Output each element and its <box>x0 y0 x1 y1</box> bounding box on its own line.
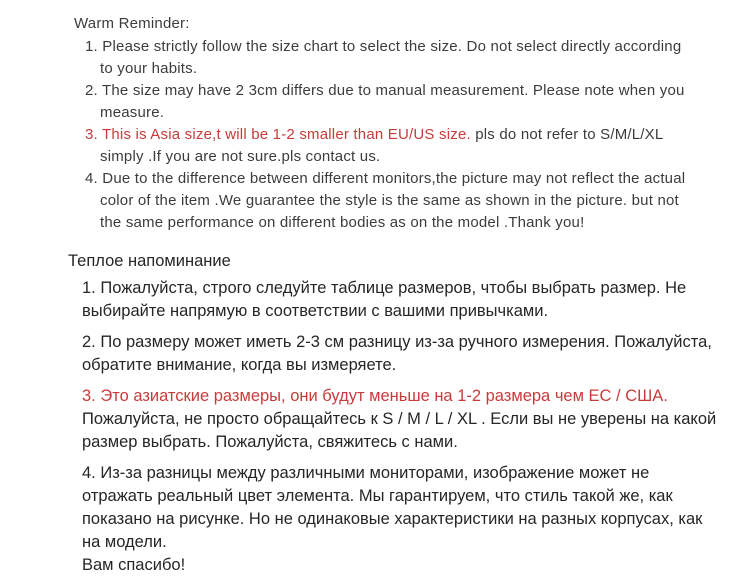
english-heading: Warm Reminder: <box>74 15 190 32</box>
item-text-highlight: 3. Это азиатские размеры, они будут меньше на 1-2 размера чем ЕС / США. <box>82 387 668 405</box>
russian-item-1 <box>68 277 722 323</box>
item-text: Please strictly follow the size chart to select the size. Do not select directly according to your habits. <box>100 38 682 77</box>
item-text: 2. По размеру может иметь 2-3 см разницу из-за ручного измерения. Пожалуйста, обратите внимание, когда вы измеряете. <box>82 333 712 374</box>
item-text: 1. Пожалуйста, строго следуйте таблице размеров, чтобы выбрать размер. Не выбирайте напрямую в соответствии с вашими привычками. <box>82 279 687 320</box>
english-item-2 <box>74 80 692 124</box>
item-text: The size may have 2 3cm differs due to manual measurement. Please note when you measure. <box>100 82 685 121</box>
item-text: Пожалуйста, не просто обращайтесь к S / M / L / XL . Если вы не уверены на какой размер выбрать. Пожалуйста, свяжитесь с нами. <box>82 410 717 451</box>
item-text: Due to the difference between different monitors,the picture may not reflect the actual color of the item .We guarantee the style is the same as shown in the picture. but not the same performance on different bodies as on the model .Thank you! <box>100 170 686 231</box>
english-item-3 <box>74 124 692 168</box>
russian-heading: Теплое напоминание <box>68 252 231 270</box>
russian-reminder-section <box>0 234 750 577</box>
item-text: 4. Из-за разницы между различными мониторами, изображение может не отражать реальный цвет элемента. Мы гарантируем, что стиль такой же, как показано на рисунке. Но не одинаковые характеристики на разных корпусах, как на модели. <box>82 464 703 551</box>
item-number: 1. <box>85 38 98 55</box>
english-item-1 <box>74 36 692 80</box>
item-number: 2. <box>85 82 98 99</box>
english-reminder-section <box>0 0 750 234</box>
russian-item-3 <box>68 385 722 454</box>
english-item-4 <box>74 168 692 234</box>
item-number: 3. <box>85 126 98 143</box>
item-text-highlight: This is Asia size,t will be 1-2 smaller than EU/US size. <box>102 126 471 143</box>
russian-item-2 <box>68 331 722 377</box>
item-number: 4. <box>85 170 98 187</box>
thanks-line: Вам спасибо! <box>82 556 186 574</box>
item-text: pls do not refer to S/M/L/XL simply .If you are not sure.pls contact us. <box>100 126 663 165</box>
russian-item-4 <box>68 462 722 577</box>
